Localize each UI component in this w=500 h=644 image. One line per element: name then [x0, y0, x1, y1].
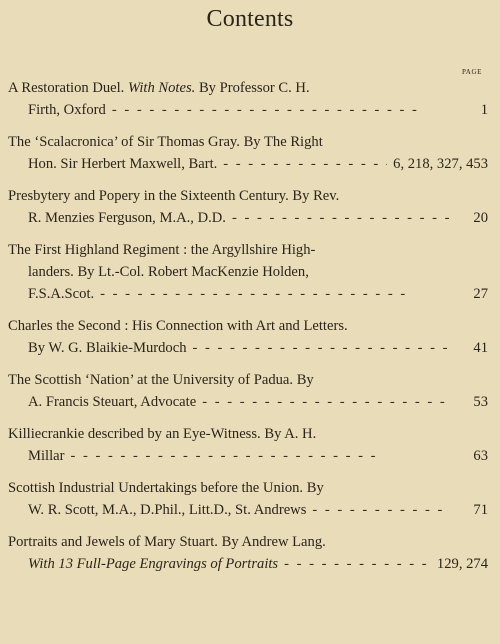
contents-entry-4	[8, 239, 488, 305]
contents-entry-9	[8, 531, 488, 575]
entry-author-text: Hon. Sir Herbert Maxwell, Bart.	[28, 156, 218, 172]
page-number: 63	[473, 448, 488, 464]
entry-author-text: R. Menzies Ferguson, M.A., D.D.	[28, 210, 226, 226]
page-number: 20	[473, 210, 488, 226]
page-number: 27	[473, 286, 488, 302]
entry-affiliation-line	[8, 283, 488, 305]
entry-author-line	[8, 99, 488, 121]
entry-author-line	[8, 553, 488, 575]
leader-dots	[202, 391, 450, 413]
leader-dots	[70, 445, 450, 467]
entry-title-line: The First Highland Regiment : the Argyllshire High-	[8, 242, 316, 258]
contents-entry-8	[8, 477, 488, 521]
leader-dots	[112, 99, 450, 121]
leader-dots	[232, 207, 450, 229]
entry-author-line	[8, 499, 488, 521]
entry-title-tail: By Professor C. H.	[198, 80, 310, 96]
page-number: 41	[473, 340, 488, 356]
entry-author-line	[8, 445, 488, 467]
entry-title-text: A Restoration Duel.	[8, 80, 125, 96]
entry-note-italic: With Notes.	[128, 80, 196, 96]
contents-entry-5	[8, 315, 488, 359]
leader-dots	[193, 337, 451, 359]
page-column-label: PAGE	[461, 68, 482, 76]
entry-title-line: Scottish Industrial Undertakings before the Union. By	[8, 480, 324, 496]
entry-author-line	[8, 207, 488, 229]
page-number: 6, 218, 327, 453	[393, 156, 488, 172]
leader-dots	[100, 283, 450, 305]
contents-entry-6	[8, 369, 488, 413]
leader-dots	[223, 153, 387, 175]
entry-title-line: Portraits and Jewels of Mary Stuart. By Andrew Lang.	[8, 534, 326, 550]
page-number: 129, 274	[436, 556, 488, 572]
contents-entry-1	[8, 77, 488, 121]
entry-author-line	[8, 261, 488, 283]
leader-dots	[312, 499, 450, 521]
entry-author-line	[8, 391, 488, 413]
page-number: 53	[473, 394, 488, 410]
entry-title-line: The Scottish ‘Nation’ at the University of Padua. By	[8, 372, 314, 388]
entry-affiliation-text: F.S.A.Scot.	[28, 286, 95, 302]
page-number: 1	[480, 102, 488, 118]
entry-author-text: landers. By Lt.-Col. Robert MacKenzie Holden,	[28, 264, 309, 280]
contents-entry-3	[8, 185, 488, 229]
entry-title-line: Charles the Second : His Connection with Art and Letters.	[8, 318, 348, 334]
entry-title-line	[8, 77, 488, 99]
entry-author-text: W. R. Scott, M.A., D.Phil., Litt.D., St. Andrews	[28, 502, 307, 518]
entry-author-text: A. Francis Steuart, Advocate	[28, 394, 197, 410]
leader-dots	[284, 553, 431, 575]
entry-author-line	[8, 153, 488, 175]
entry-title-line: Presbytery and Popery in the Sixteenth Century. By Rev.	[8, 188, 340, 204]
contents-list	[8, 77, 488, 585]
entry-illustrations-note: With 13 Full-Page Engravings of Portraits	[28, 556, 279, 572]
entry-author-text: Millar	[28, 448, 65, 464]
contents-entry-2	[8, 131, 488, 175]
page-title: Contents	[206, 6, 294, 32]
page-number: 71	[473, 502, 488, 518]
entry-author-text: By W. G. Blaikie-Murdoch	[28, 340, 187, 356]
entry-author-text: Firth, Oxford	[28, 102, 106, 118]
entry-author-line	[8, 337, 488, 359]
entry-title-line: Killiecrankie described by an Eye-Witness. By A. H.	[8, 426, 317, 442]
entry-title-line: The ‘Scalacronica’ of Sir Thomas Gray. By The Right	[8, 134, 323, 150]
contents-entry-7	[8, 423, 488, 467]
